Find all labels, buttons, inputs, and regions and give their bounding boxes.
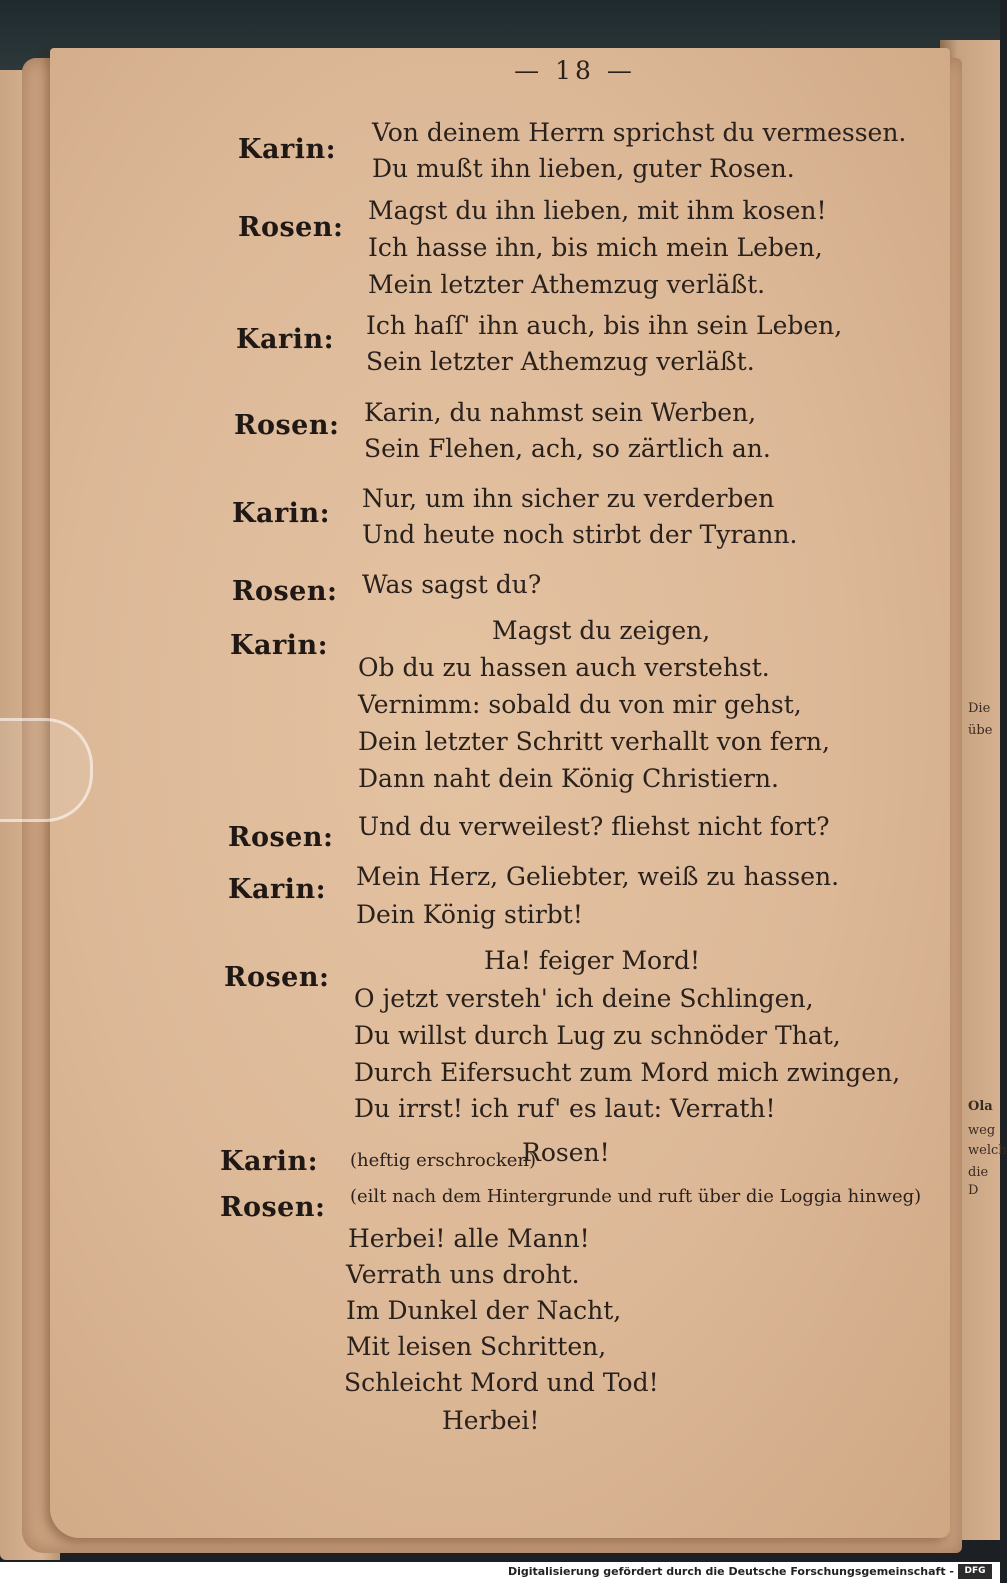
speaker-label: Rosen: — [232, 576, 338, 607]
verse-line: Ha! feiger Mord! — [484, 946, 701, 975]
verse-line: Vernimm: sobald du von mir gehst, — [358, 690, 802, 719]
verse-line: Im Dunkel der Nacht, — [346, 1296, 622, 1325]
verse-line: Herbei! alle Mann! — [348, 1224, 590, 1253]
verse-line: Was sagst du? — [362, 570, 542, 599]
stage-direction: (eilt nach dem Hintergrunde und ruft über die Loggia hinweg) — [350, 1186, 922, 1207]
speaker-label: Karin: — [228, 874, 327, 905]
page-clip-tab — [0, 718, 93, 822]
speaker-label: Rosen: — [238, 212, 344, 243]
verse-line: Von deinem Herrn sprichst du vermessen. — [372, 118, 907, 147]
verse-line: Schleicht Mord und Tod! — [344, 1368, 659, 1397]
speaker-label: Karin: — [220, 1146, 319, 1177]
verse-line: Mit leisen Schritten, — [346, 1332, 607, 1361]
speaker-label: Rosen: — [220, 1192, 326, 1223]
verse-line: Und heute noch stirbt der Tyrann. — [362, 520, 798, 549]
verse-line: Ich haſſ' ihn auch, bis ihn sein Leben, — [366, 311, 843, 340]
verse-line: Durch Eifersucht zum Mord mich zwingen, — [354, 1058, 901, 1087]
verse-line: Sein Flehen, ach, so zärtlich an. — [364, 434, 771, 463]
verse-line: Du willst durch Lug zu schnöder That, — [354, 1021, 841, 1050]
page-number: — 18 — — [514, 56, 636, 85]
verse-line: Mein Herz, Geliebter, weiß zu hassen. — [356, 862, 840, 891]
margin-fragment: die D — [968, 1165, 989, 1198]
speaker-label: Karin: — [232, 498, 331, 529]
digitization-footer — [0, 1562, 1000, 1583]
margin-fragment: Die — [968, 701, 991, 716]
verse-line: Magst du ihn lieben, mit ihm kosen! — [368, 196, 827, 225]
speaker-label: Karin: — [236, 324, 335, 355]
margin-fragment: übe — [968, 723, 993, 738]
margin-fragment: weg — [968, 1123, 996, 1138]
speaker-label: Rosen: — [228, 822, 334, 853]
verse-line: Und du verweilest? fliehst nicht fort? — [358, 812, 830, 841]
stage-direction: (heftig erschrocken) — [350, 1150, 537, 1171]
verse-line: Ich hasse ihn, bis mich mein Leben, — [368, 233, 823, 262]
verse-line: Mein letzter Athemzug verläßt. — [368, 270, 766, 299]
verse-line: Dann naht dein König Christiern. — [358, 764, 779, 793]
margin-fragment: welch — [968, 1143, 1007, 1158]
footer-credit: Digitalisierung gefördert durch die Deutsche Forschungsgemeinschaft - — [507, 1565, 954, 1578]
verse-line: Karin, du nahmst sein Werben, — [364, 398, 757, 427]
verse-line: Dein König stirbt! — [356, 900, 583, 929]
verse-line: Herbei! — [442, 1406, 540, 1435]
verse-line: Du mußt ihn lieben, guter Rosen. — [372, 154, 795, 183]
verse-line: Nur, um ihn sicher zu verderben — [362, 484, 775, 513]
speaker-label: Karin: — [238, 134, 337, 165]
verse-line: Sein letzter Athemzug verläßt. — [366, 347, 755, 376]
speaker-label: Rosen: — [224, 962, 330, 993]
margin-fragment: Ola — [968, 1099, 993, 1114]
verse-line: Magst du zeigen, — [492, 616, 711, 645]
speaker-label: Rosen: — [234, 410, 340, 441]
speaker-label: Karin: — [230, 630, 329, 661]
verse-line: Ob du zu hassen auch verstehst. — [358, 653, 770, 682]
verse-line: O jetzt versteh' ich deine Schlingen, — [354, 984, 814, 1013]
verse-line: Verrath uns droht. — [346, 1260, 580, 1289]
verse-line: Du irrst! ich ruf' es laut: Verrath! — [354, 1094, 776, 1123]
verse-line: Rosen! — [522, 1138, 610, 1167]
verse-line: Dein letzter Schritt verhallt von fern, — [358, 727, 830, 756]
dfg-logo: DFG — [958, 1564, 992, 1579]
